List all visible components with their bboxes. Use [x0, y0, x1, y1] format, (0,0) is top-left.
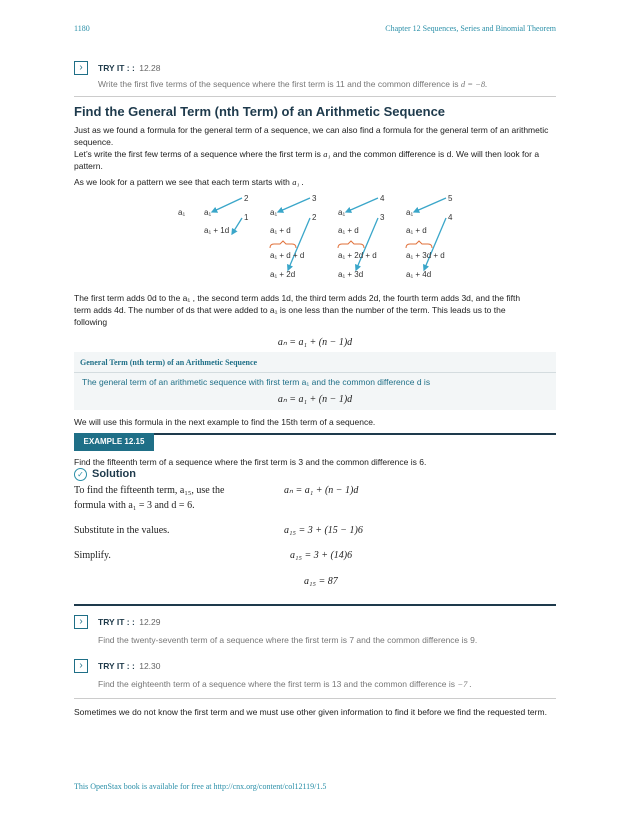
definition-heading: General Term (nth term) of an Arithmetic Sequence — [80, 358, 258, 367]
diagram-term: a₁ — [204, 208, 212, 217]
try-it-label: TRY IT : : 12.28 — [98, 63, 161, 73]
diagram-number: 2 — [244, 194, 249, 203]
diagram-term: a₁ + 4d — [406, 270, 432, 279]
diagram-number: 2 — [312, 213, 317, 222]
diagram-number: 1 — [244, 213, 249, 222]
diagram-number: 3 — [380, 213, 385, 222]
diagram-term: a₁ + d + d — [270, 251, 305, 260]
example-end-rule — [74, 604, 556, 606]
step-3-text: Simplify. — [74, 550, 111, 561]
check-circle-icon: ✓ — [74, 468, 87, 481]
divider — [74, 96, 556, 97]
definition-box — [74, 352, 556, 410]
diagram-term: a₁ — [406, 208, 414, 217]
definition-body: The general term of an arithmetic sequence with first term a₁ and the common difference d is — [82, 377, 431, 387]
diagram-number: 4 — [448, 213, 453, 222]
paragraph-starts-with: As we look for a pattern we see that each term starts with a₁ . — [74, 177, 304, 187]
solution-title: Solution — [92, 468, 136, 480]
pattern-diagram — [170, 192, 470, 284]
diagram-term: a₁ + d — [406, 226, 427, 235]
diagram-term: a₁ + 2d + d — [338, 251, 377, 260]
step-1-text: To find the fifteenth term, a₁₅, use the — [74, 485, 225, 496]
paragraph-next-example: We will use this formula in the next example to find the 15th term of a sequence. — [74, 417, 376, 427]
paragraph-intro: Just as we found a formula for the general term of a sequence, we can also find a formula for the general term of an arithmetic sequence. — [74, 125, 549, 147]
paragraph-explanation: The first term adds 0d to the a₁ , the second term adds 1d, the third term adds 2d, the fourth term adds 3d, and the fifth term adds 4d. The number of ds that were added to a₁ is one less than the number of the term. This leads us to the following — [74, 293, 521, 327]
try-it-label: TRY IT : : 12.29 — [98, 617, 161, 627]
definition-formula: aₙ = a₁ + (n − 1)d — [277, 394, 353, 405]
divider — [74, 372, 556, 373]
step-4-equation: a₁₅ = 87 — [304, 576, 338, 587]
try-it-label: TRY IT : : 12.30 — [98, 661, 161, 671]
chevron-right-icon[interactable]: › — [74, 615, 88, 629]
diagram-term: a₁ — [338, 208, 346, 217]
chevron-right-icon[interactable]: › — [74, 659, 88, 673]
try-it-text: Find the twenty-seventh term of a sequence where the first term is 7 and the common difference is 9. — [98, 635, 478, 645]
diagram-term: a₁ + d — [338, 226, 359, 235]
chevron-right-icon[interactable]: › — [74, 61, 88, 75]
try-it-12-28 — [74, 61, 556, 93]
section-title: Find the General Term (nth Term) of an Arithmetic Sequence — [74, 104, 446, 119]
divider — [74, 698, 556, 699]
paragraph-pattern: Let’s write the first few terms of a sequence where the first term is a₁ and the common difference is d. We will then look for a pattern. — [74, 149, 540, 171]
chapter-title: Chapter 12 Sequences, Series and Binomial Theorem — [385, 24, 556, 33]
page-number: 1180 — [74, 24, 90, 33]
footer-note: This OpenStax book is available for free at http://cnx.org/content/col12119/1.5 — [74, 782, 327, 791]
diagram-term: a₁ + 3d — [338, 270, 364, 279]
diagram-term: a₁ + d — [270, 226, 291, 235]
example-label: EXAMPLE 12.15 — [74, 433, 154, 451]
step-1-equation: aₙ = a₁ + (n − 1)d — [284, 485, 359, 496]
step-2-equation: a₁₅ = 3 + (15 − 1)6 — [284, 525, 363, 536]
try-it-12-29 — [74, 615, 556, 647]
diagram-number: 5 — [448, 194, 453, 203]
paragraph-closing: Sometimes we do not know the first term and we must use other given information to find it before we find the requested term. — [74, 707, 547, 717]
try-it-12-30 — [74, 659, 556, 691]
try-it-text: Write the first five terms of the sequence where the first term is 11 and the common difference is d = −8. — [98, 79, 488, 89]
general-term-formula: aₙ = a₁ + (n − 1)d — [277, 337, 353, 348]
diagram-number: 4 — [380, 194, 385, 203]
step-3-equation: a₁₅ = 3 + (14)6 — [290, 550, 353, 561]
step-2-text: Substitute in the values. — [74, 525, 170, 536]
diagram-term: a₁ + 1d — [204, 226, 230, 235]
diagram-term: a₁ — [178, 208, 186, 217]
example-problem: Find the fifteenth term of a sequence where the first term is 3 and the common difference is 6. — [74, 457, 427, 467]
diagram-term: a₁ + 3d + d — [406, 251, 445, 260]
try-it-text: Find the eighteenth term of a sequence where the first term is 13 and the common difference is −7 . — [98, 679, 472, 689]
diagram-term: a₁ — [270, 208, 278, 217]
diagram-number: 3 — [312, 194, 317, 203]
diagram-term: a₁ + 2d — [270, 270, 296, 279]
step-1-text-cont: formula with a₁ = 3 and d = 6. — [74, 500, 195, 511]
